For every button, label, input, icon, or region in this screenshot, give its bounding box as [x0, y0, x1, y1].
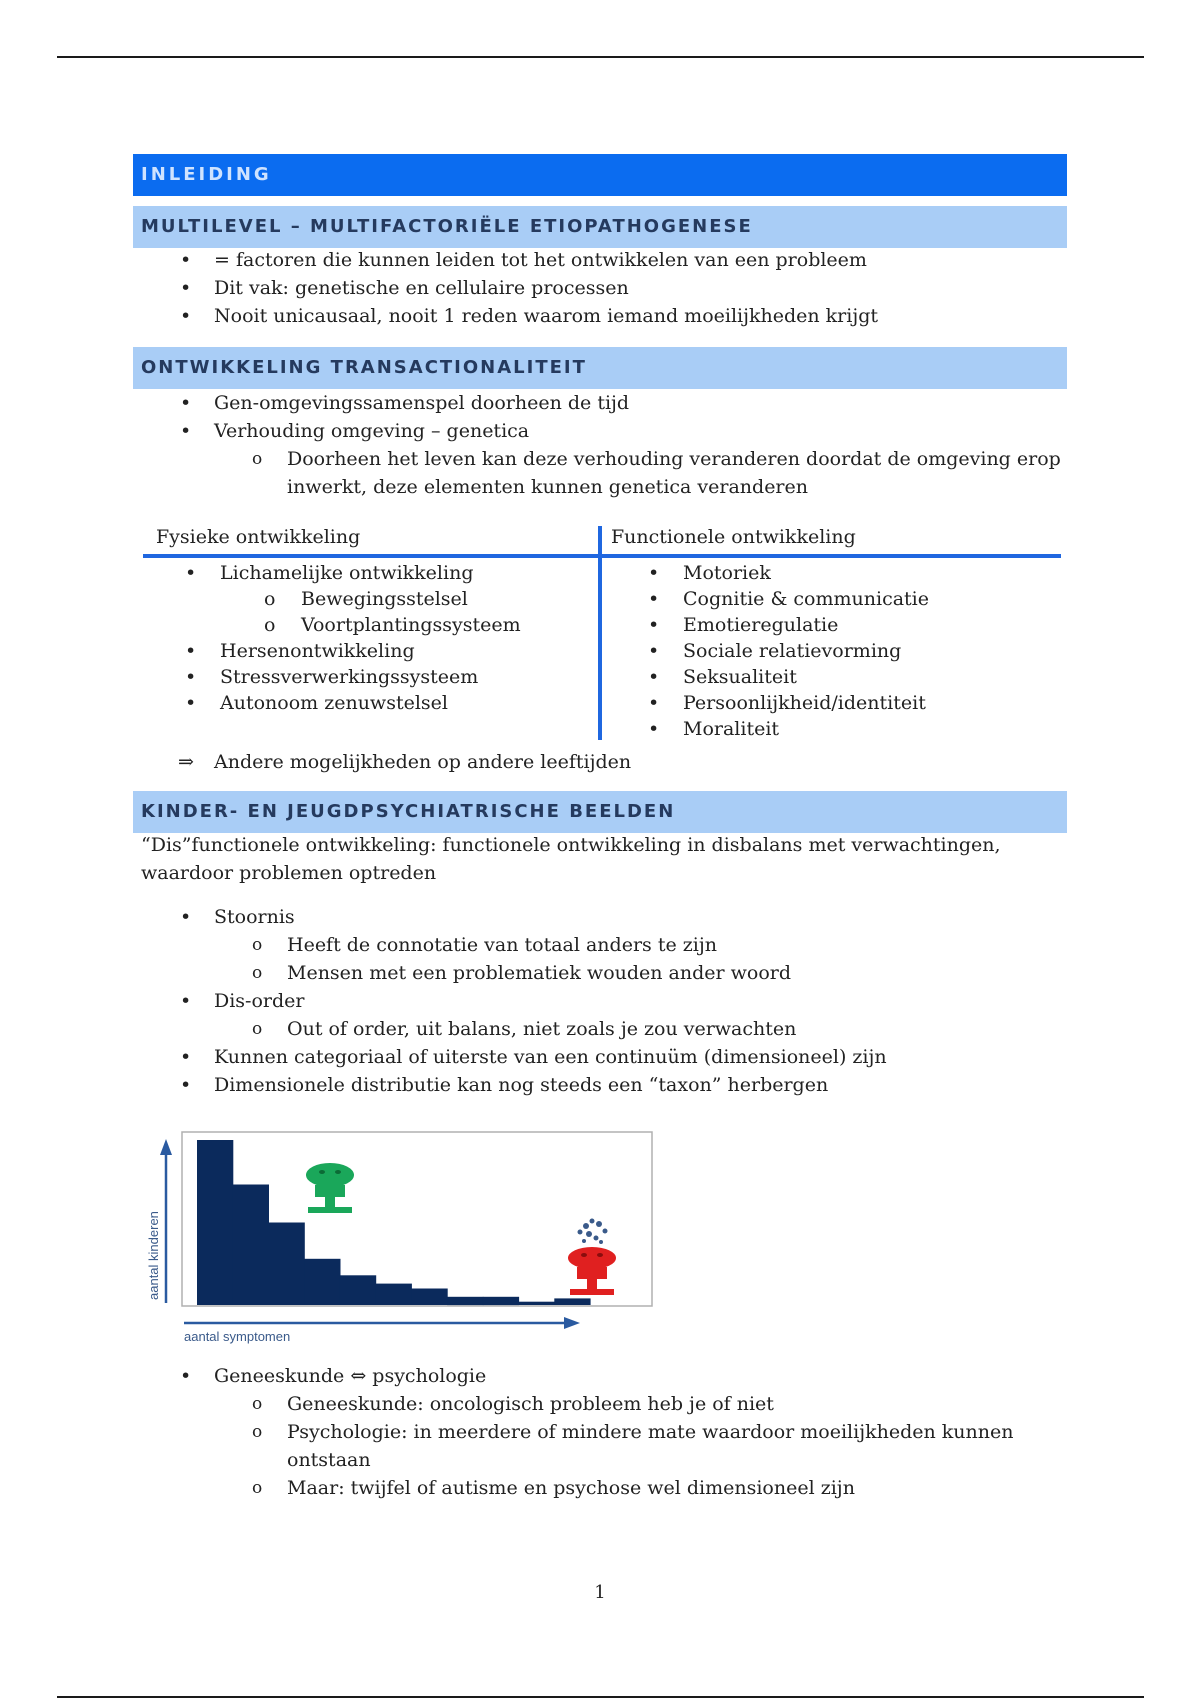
sub-list-item: o Mensen met een problematiek wouden ander woord: [0, 959, 1200, 987]
table-item: Sociale relatievorming: [683, 640, 902, 662]
histogram-bar-4: [304, 1259, 340, 1305]
list-item: • = factoren die kunnen leiden tot het ontwikkelen van een probleem: [0, 246, 1200, 274]
table-item: Lichamelijke ontwikkeling: [220, 562, 474, 584]
y-axis-arrowhead: [160, 1139, 172, 1155]
heading-transactionaliteit: ONTWIKKELING TRANSACTIONALITEIT: [133, 347, 1067, 389]
list-item: • Kunnen categoriaal of uiterste van een continuüm (dimensioneel) zijn: [0, 1043, 1200, 1071]
table-bullet: •: [648, 640, 660, 662]
sub-list-item: o Out of order, uit balans, niet zoals je zou verwachten: [0, 1015, 1200, 1043]
table-item: Autonoom zenuwstelsel: [220, 692, 448, 714]
sub-list-item: o Maar: twijfel of autisme en psychose wel dimensioneel zijn: [0, 1474, 1200, 1502]
table-header-functioneel: Functionele ontwikkeling: [611, 526, 856, 548]
heading-psychiatrische-beelden: KINDER- EN JEUGDPSYCHIATRISCHE BEELDEN: [133, 791, 1067, 833]
list-item: • Nooit unicausaal, nooit 1 reden waarom iemand moeilijkheden krijgt: [0, 302, 1200, 330]
histogram-bar-6: [376, 1284, 412, 1305]
psychiatrie-list: [0, 903, 1200, 1099]
x-axis-label: aantal symptomen: [184, 1329, 291, 1344]
table-header-rule: [143, 554, 1061, 558]
histogram-bar-1: [197, 1140, 233, 1305]
table-bullet: •: [648, 614, 660, 636]
heading-inleiding: INLEIDING: [133, 154, 1067, 196]
header-rule: [57, 56, 1144, 58]
sub-list-item-continued: inwerkt, deze elementen kunnen genetica veranderen: [287, 476, 808, 498]
table-bullet: •: [185, 666, 197, 688]
page-number: 1: [594, 1582, 606, 1603]
histogram-bar-2: [233, 1185, 269, 1306]
list-item: • Geneeskunde ⇔ psychologie: [0, 1362, 1200, 1390]
histogram-bar-9: [483, 1297, 519, 1305]
table-bullet: •: [185, 640, 197, 662]
arrow-note: [178, 748, 631, 776]
table-item: Cognitie & communicatie: [683, 588, 929, 610]
intro-line: waardoor problemen optreden: [141, 862, 437, 884]
list-item: • Verhouding omgeving – genetica: [0, 417, 1200, 445]
sub-list-item: o Doorheen het leven kan deze verhouding veranderen doordat de omgeving erop: [0, 445, 1200, 473]
sub-list-item: o Heeft de connotatie van totaal anders te zijn: [0, 931, 1200, 959]
table-sub-bullet: o: [264, 614, 276, 636]
footer-rule: [57, 1696, 1144, 1698]
heading-multilevel: MULTILEVEL – MULTIFACTORIËLE ETIOPATHOGENESE: [133, 206, 1067, 248]
table-sub-bullet: o: [264, 588, 276, 610]
histogram-bar-8: [447, 1297, 483, 1305]
list-item: • Dimensionele distributie kan nog steeds een “taxon” herbergen: [0, 1071, 1200, 1099]
table-item: Emotieregulatie: [683, 614, 839, 636]
arrow-note-text: Andere mogelijkheden op andere leeftijden: [214, 751, 632, 773]
histogram-bar-7: [411, 1289, 447, 1306]
x-axis-arrowhead: [564, 1317, 580, 1329]
table-item: Seksualiteit: [683, 666, 797, 688]
table-bullet: •: [648, 692, 660, 714]
list-item: • Dit vak: genetische en cellulaire processen: [0, 274, 1200, 302]
table-bullet: •: [185, 562, 197, 584]
table-bullet: •: [648, 666, 660, 688]
table-item: Stressverwerkingssysteem: [220, 666, 479, 688]
table-item: Moraliteit: [683, 718, 780, 740]
table-item: Voortplantingssysteem: [301, 614, 521, 636]
table-bullet: •: [648, 718, 660, 740]
histogram-bar-5: [340, 1275, 376, 1305]
histogram-bar-11: [554, 1298, 590, 1305]
histogram-bar-10: [519, 1302, 555, 1305]
sub-list-item: o Geneeskunde: oncologisch probleem heb je of niet: [0, 1390, 1200, 1418]
symptom-distribution-chart: [140, 1125, 660, 1350]
table-item: Persoonlijkheid/identiteit: [683, 692, 926, 714]
sub-list-item-continued: ontstaan: [287, 1449, 371, 1471]
multilevel-list: [0, 246, 1200, 330]
table-item: Motoriek: [683, 562, 771, 584]
table-item: Hersenontwikkeling: [220, 640, 415, 662]
list-item: • Dis-order: [0, 987, 1200, 1015]
table-header-fysiek: Fysieke ontwikkeling: [156, 526, 361, 548]
table-column-divider: [598, 526, 602, 740]
table-item: Bewegingsstelsel: [301, 588, 468, 610]
list-item: • Gen-omgevingssamenspel doorheen de tijd: [0, 389, 1200, 417]
y-axis-label: aantal kinderen: [146, 1211, 161, 1300]
intro-line: “Dis”functionele ontwikkeling: functionele ontwikkeling in disbalans met verwachtingen,: [141, 834, 1001, 856]
sub-list-item: o Psychologie: in meerdere of mindere mate waardoor moeilijkheden kunnen: [0, 1418, 1200, 1446]
geneeskunde-list: [0, 1362, 1200, 1502]
table-bullet: •: [648, 588, 660, 610]
histogram-bar-3: [269, 1223, 305, 1306]
intro-paragraph: [0, 831, 1200, 887]
list-item: • Stoornis: [0, 903, 1200, 931]
development-table: [143, 522, 1061, 740]
table-bullet: •: [648, 562, 660, 584]
table-bullet: •: [185, 692, 197, 714]
double-arrow-icon: ⇒: [178, 751, 194, 773]
transactionaliteit-list: [0, 389, 1200, 501]
